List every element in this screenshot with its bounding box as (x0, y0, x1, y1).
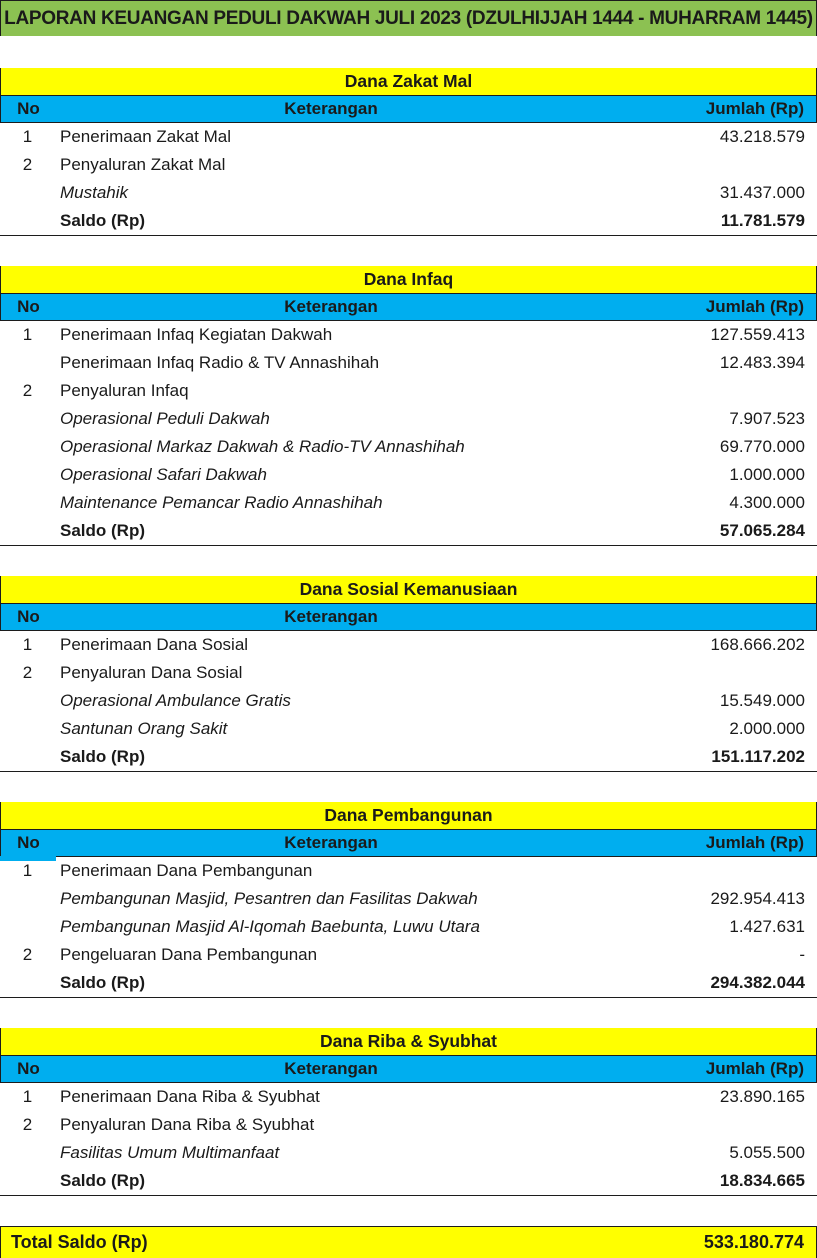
section-dana-zakat-mal (0, 68, 817, 236)
table-row (0, 941, 817, 969)
total-saldo-label: Total Saldo (Rp) (11, 1232, 148, 1252)
saldo-label: Saldo (Rp) (60, 747, 145, 766)
table-row (0, 1111, 817, 1139)
saldo-amount: 57.065.284 (719, 521, 805, 540)
table-subrow (0, 489, 817, 517)
saldo-amount: 294.382.044 (710, 973, 805, 992)
table-row (0, 377, 817, 405)
row-number: 1 (22, 635, 33, 654)
section-title (0, 68, 817, 95)
table-subrow (0, 433, 817, 461)
row-label: - Operasional Markaz Dakwah & Radio-TV Annashihah (55, 437, 607, 457)
section-title-label: Dana Sosial Kemanusiaan (299, 579, 518, 599)
row-label: - Operasional Ambulance Gratis (55, 691, 607, 711)
table-header-row (0, 603, 817, 631)
row-number: 1 (22, 861, 33, 880)
saldo-amount: 151.117.202 (711, 747, 805, 766)
section-title-label: Dana Riba & Syubhat (320, 1031, 497, 1051)
saldo-row (0, 969, 817, 997)
row-label: Penerimaan Dana Pembangunan (60, 861, 313, 880)
table-subrow (0, 687, 817, 715)
saldo-label: Saldo (Rp) (60, 521, 145, 540)
table-row (0, 123, 817, 151)
row-amount: 127.559.413 (710, 325, 805, 344)
row-amount: 2.000.000 (729, 719, 805, 738)
row-label: - Santunan Orang Sakit (55, 719, 607, 739)
col-header-keterangan: Keterangan (284, 1059, 378, 1078)
report-title: LAPORAN KEUANGAN PEDULI DAKWAH JULI 2023 (DZULHIJJAH 1444 - MUHARRAM 1445) (4, 7, 813, 29)
col-header-no: No (17, 833, 40, 852)
row-amount: 168.666.202 (710, 635, 805, 654)
col-header-keterangan: Keterangan (284, 99, 378, 118)
row-label: Penyaluran Dana Sosial (60, 663, 243, 682)
row-label: - Mustahik (55, 183, 607, 203)
col-header-keterangan: Keterangan (284, 833, 378, 852)
col-header-keterangan: Keterangan (284, 607, 378, 626)
section-title (0, 802, 817, 829)
saldo-row (0, 743, 817, 771)
section-title (0, 1028, 817, 1055)
col-header-jumlah: Jumlah (Rp) (705, 99, 804, 118)
row-number: 2 (22, 155, 33, 174)
row-number: 2 (22, 381, 33, 400)
row-amount: 292.954.413 (710, 889, 805, 908)
table-subrow (0, 461, 817, 489)
report-title-bar (0, 0, 817, 36)
table-row (0, 659, 817, 687)
table-header-row (0, 95, 817, 123)
table-row (0, 151, 817, 179)
section-title-label: Dana Infaq (363, 269, 454, 289)
section-dana-infaq (0, 266, 817, 546)
row-amount: - (799, 945, 805, 964)
table-row (0, 1083, 817, 1111)
saldo-label: Saldo (Rp) (60, 1171, 145, 1190)
row-label: Penerimaan Infaq Kegiatan Dakwah (60, 325, 333, 344)
row-number: 2 (22, 663, 33, 682)
total-saldo-amount: 533.180.774 (703, 1232, 804, 1252)
row-label: Penyaluran Infaq (60, 381, 189, 400)
saldo-label: Saldo (Rp) (60, 973, 145, 992)
saldo-row (0, 1167, 817, 1195)
row-label: Penyaluran Dana Riba & Syubhat (60, 1115, 315, 1134)
section-dana-riba-syubhat (0, 1028, 817, 1196)
row-label: Penerimaan Zakat Mal (60, 127, 232, 146)
table-row (0, 857, 817, 885)
row-amount: 1.427.631 (729, 917, 805, 936)
col-header-no: No (17, 607, 40, 626)
row-amount: 12.483.394 (719, 353, 805, 372)
row-label: Penerimaan Dana Sosial (60, 635, 249, 654)
row-amount: 23.890.165 (719, 1087, 805, 1106)
col-header-no: No (17, 1059, 40, 1078)
row-label: Penerimaan Dana Riba & Syubhat (60, 1087, 320, 1106)
row-number: 1 (22, 127, 33, 146)
section-title-label: Dana Pembangunan (324, 805, 493, 825)
col-header-jumlah: Jumlah (Rp) (705, 1059, 804, 1078)
col-header-jumlah: Jumlah (Rp) (705, 833, 804, 852)
saldo-amount: 11.781.579 (720, 211, 805, 230)
row-label: Penyaluran Zakat Mal (60, 155, 226, 174)
row-label: - Pembangunan Masjid Al-Iqomah Baebunta, Luwu Utara (55, 917, 607, 937)
section-dana-pembangunan (0, 802, 817, 998)
table-subrow (0, 405, 817, 433)
section-title (0, 266, 817, 293)
section-dana-sosial-kemanusiaan (0, 576, 817, 772)
table-subrow (0, 715, 817, 743)
table-subrow (0, 1139, 817, 1167)
table-header-row (0, 293, 817, 321)
total-saldo-bar (0, 1226, 817, 1258)
saldo-amount: 18.834.665 (719, 1171, 805, 1190)
saldo-row (0, 517, 817, 545)
row-number: 2 (22, 945, 33, 964)
row-number: 2 (22, 1115, 33, 1134)
row-label: - Maintenance Pemancar Radio Annashihah (55, 493, 607, 513)
col-header-no: No (17, 99, 40, 118)
row-label: - Pembangunan Masjid, Pesantren dan Fasilitas Dakwah (55, 889, 607, 909)
row-amount: 43.218.579 (719, 127, 805, 146)
row-amount: 69.770.000 (719, 437, 805, 456)
row-label: Penerimaan Infaq Radio & TV Annashihah (60, 353, 380, 372)
row-number: 1 (22, 325, 33, 344)
table-row (0, 631, 817, 659)
row-amount: 1.000.000 (729, 465, 805, 484)
row-amount: 15.549.000 (719, 691, 805, 710)
row-number: 1 (22, 1087, 33, 1106)
row-label: - Fasilitas Umum Multimanfaat (55, 1143, 607, 1163)
table-header-row (0, 1055, 817, 1083)
row-label: - Operasional Peduli Dakwah (55, 409, 607, 429)
col-header-no: No (17, 297, 40, 316)
section-title (0, 576, 817, 603)
saldo-label: Saldo (Rp) (60, 211, 145, 230)
table-header-row (0, 829, 817, 857)
row-label: Pengeluaran Dana Pembangunan (60, 945, 318, 964)
col-header-jumlah: Jumlah (Rp) (705, 297, 804, 316)
section-title-label: Dana Zakat Mal (344, 71, 473, 91)
saldo-row (0, 207, 817, 235)
table-subrow (0, 179, 817, 207)
table-row (0, 321, 817, 349)
row-amount: 5.055.500 (729, 1143, 805, 1162)
table-row (0, 349, 817, 377)
row-amount: 31.437.000 (719, 183, 805, 202)
row-label: - Operasional Safari Dakwah (55, 465, 607, 485)
row-amount: 7.907.523 (729, 409, 805, 428)
table-subrow (0, 885, 817, 913)
col-header-keterangan: Keterangan (284, 297, 378, 316)
row-amount: 4.300.000 (729, 493, 805, 512)
table-subrow (0, 913, 817, 941)
